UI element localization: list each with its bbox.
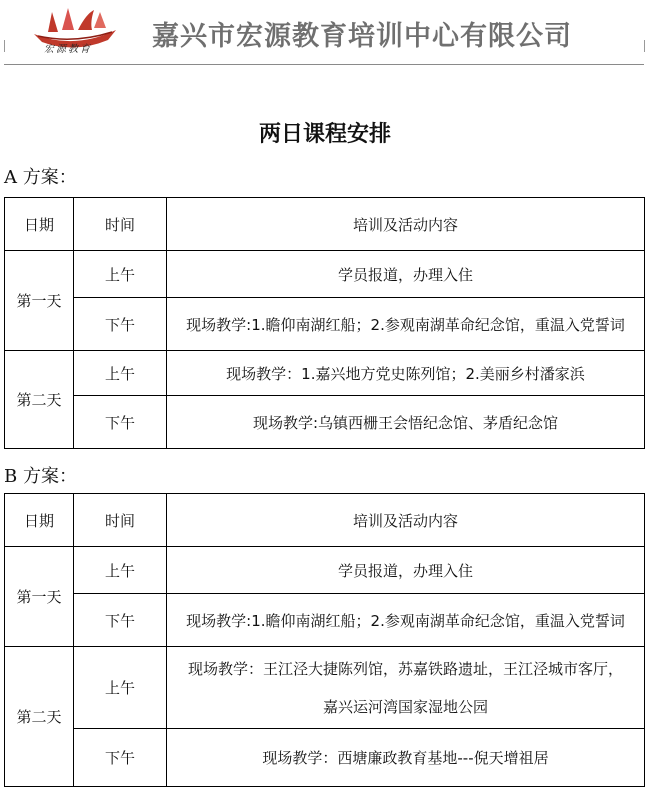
plan-a-table xyxy=(4,197,645,449)
day-cell: 第一天 xyxy=(5,251,74,351)
content-cell: 现场教学：1.嘉兴地方党史陈列馆；2.美丽乡村潘家浜 xyxy=(167,351,645,396)
header-cell-content: 培训及活动内容 xyxy=(167,494,645,547)
header-cell-day: 日期 xyxy=(5,198,74,251)
content-line: 现场教学：王江泾大捷陈列馆，苏嘉铁路遗址，王江泾城市客厅， xyxy=(187,659,623,678)
logo-caption: 宏源教育 xyxy=(44,44,92,55)
content-cell xyxy=(167,647,645,729)
day-cell: 第二天 xyxy=(5,351,74,449)
table-header-row xyxy=(5,494,645,547)
content-cell: 现场教学：西塘廉政教育基地---倪天增祖居 xyxy=(167,729,645,787)
document-title: 两日课程安排 xyxy=(258,121,391,147)
content-line: 嘉兴运河湾国家湿地公园 xyxy=(322,697,488,716)
time-cell: 下午 xyxy=(74,298,167,351)
table-row xyxy=(5,351,645,396)
plan-b-label: B 方案： xyxy=(4,466,77,487)
content-cell: 现场教学:1.瞻仰南湖红船；2.参观南湖革命纪念馆，重温入党誓词 xyxy=(167,298,645,351)
table-row xyxy=(5,298,645,351)
table-row xyxy=(5,729,645,787)
table-row xyxy=(5,396,645,449)
table-header-row xyxy=(5,198,645,251)
header-divider xyxy=(4,64,644,65)
plan-a-label: A 方案： xyxy=(4,167,77,188)
table-row xyxy=(5,647,645,729)
header-cell-content: 培训及活动内容 xyxy=(167,198,645,251)
table-row xyxy=(5,251,645,298)
day-cell: 第一天 xyxy=(5,547,74,647)
content-cell: 现场教学:1.瞻仰南湖红船；2.参观南湖革命纪念馆，重温入党誓词 xyxy=(167,594,645,647)
time-cell: 上午 xyxy=(74,351,167,396)
day-cell: 第二天 xyxy=(5,647,74,787)
content-cell: 现场教学:乌镇西栅王会悟纪念馆、茅盾纪念馆 xyxy=(167,396,645,449)
time-cell: 下午 xyxy=(74,396,167,449)
header-cell-time: 时间 xyxy=(74,198,167,251)
content-cell: 学员报道，办理入住 xyxy=(167,547,645,594)
plan-b-table xyxy=(4,493,645,787)
table-row xyxy=(5,547,645,594)
header-cell-time: 时间 xyxy=(74,494,167,547)
header-tick-right xyxy=(644,40,645,52)
header-cell-day: 日期 xyxy=(5,494,74,547)
page-header xyxy=(0,0,650,64)
content-cell: 学员报道，办理入住 xyxy=(167,251,645,298)
time-cell: 上午 xyxy=(74,251,167,298)
time-cell: 上午 xyxy=(74,647,167,729)
time-cell: 下午 xyxy=(74,594,167,647)
time-cell: 下午 xyxy=(74,729,167,787)
company-name: 嘉兴市宏源教育培训中心有限公司 xyxy=(152,21,572,52)
table-row xyxy=(5,594,645,647)
header-tick-left xyxy=(4,40,5,52)
time-cell: 上午 xyxy=(74,547,167,594)
